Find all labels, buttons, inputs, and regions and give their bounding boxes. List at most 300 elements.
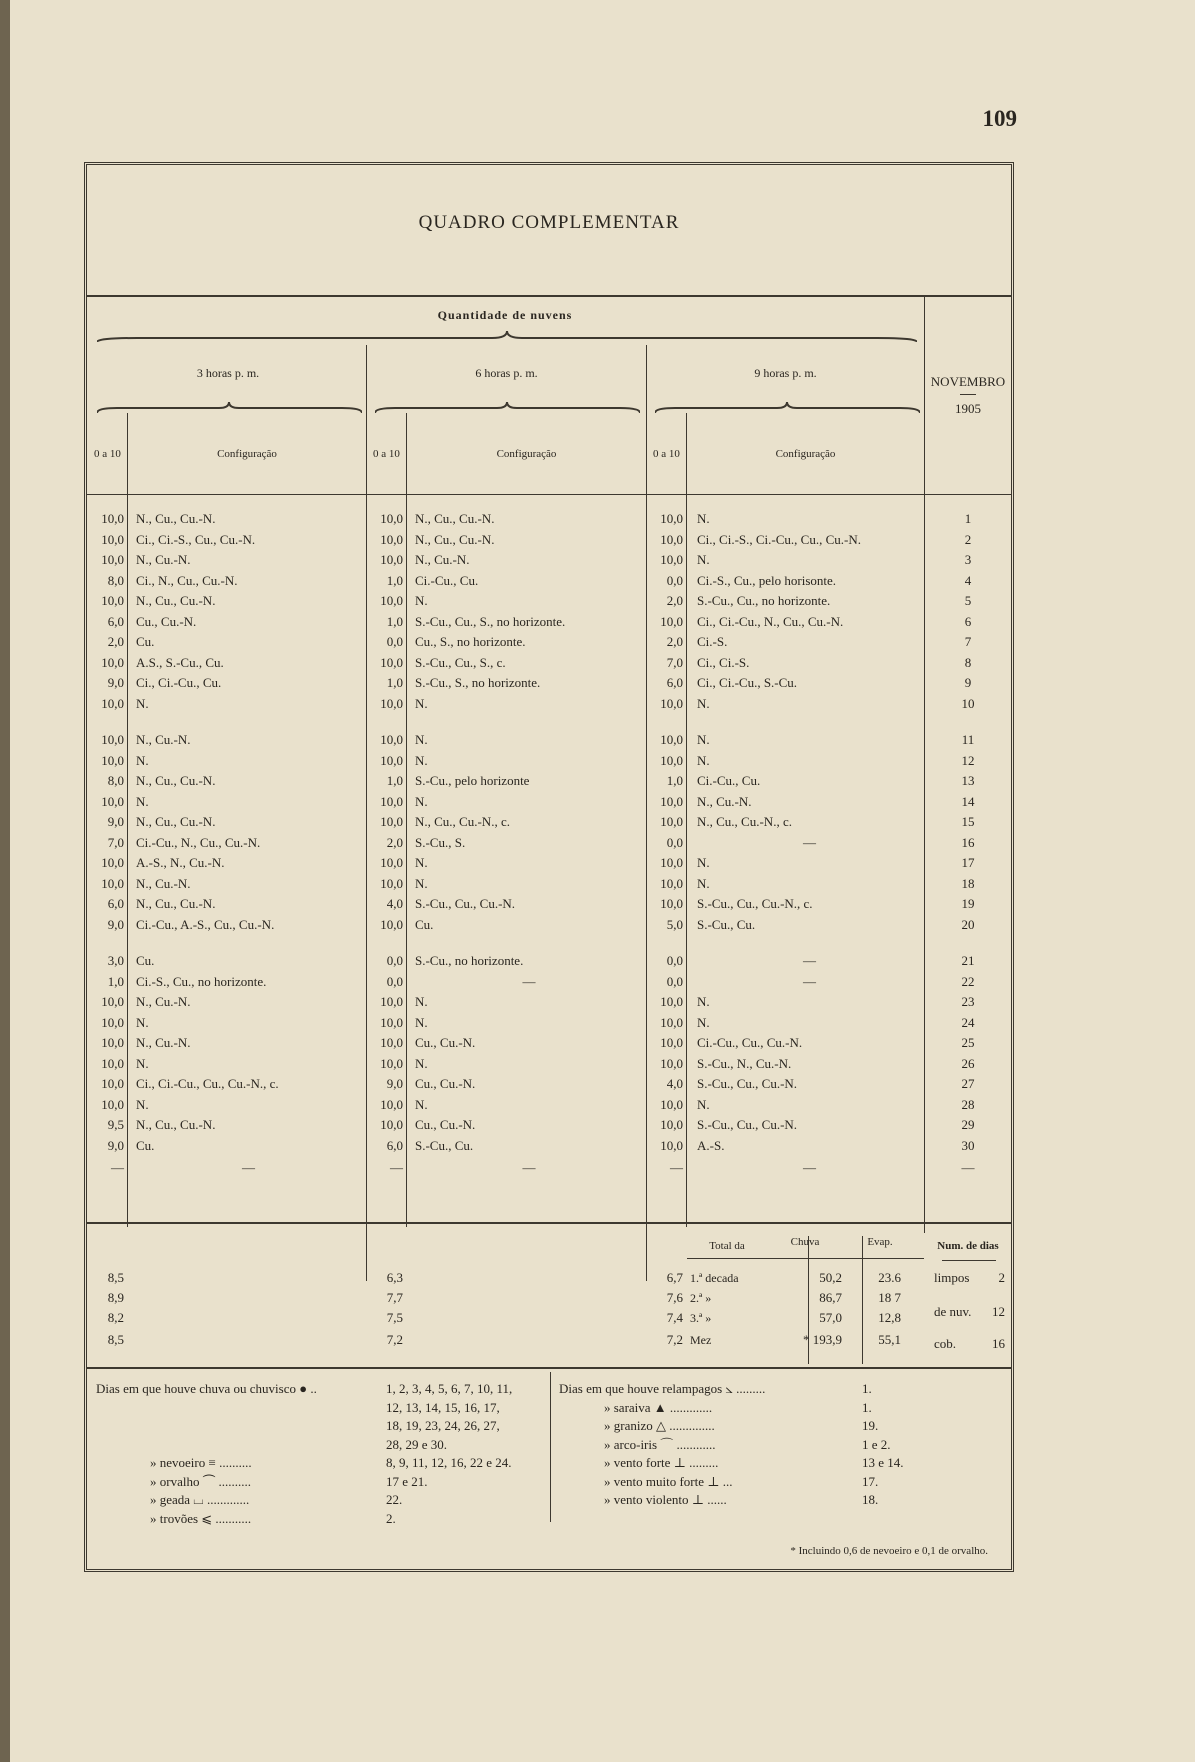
- day-number-cell: 4: [964, 572, 972, 588]
- day-number-cell: 24: [961, 1014, 975, 1030]
- amount-9h-cell: 10,0: [660, 613, 683, 629]
- config-9h-cell: Ci., Ci.-S.: [697, 654, 750, 670]
- amount-9h-cell: 10,0: [660, 793, 683, 809]
- day-number-cell: 7: [964, 634, 972, 649]
- config-3h-cell: N., Cu., Cu.-N.: [136, 896, 216, 911]
- amount-3h-cell: 9,0: [107, 1137, 124, 1153]
- page-title: QUADRO COMPLEMENTAR: [418, 212, 680, 233]
- period-header-6h: 6 horas p. m.: [475, 366, 538, 380]
- summary-3h-value: 8,2: [107, 1310, 124, 1325]
- config-9h-cell: N.: [697, 752, 710, 768]
- amount-3h-cell: 8,0: [107, 572, 124, 588]
- day-number-cell: 13: [961, 773, 975, 788]
- note-right-days: 19.: [862, 1418, 879, 1433]
- config-6h-cell: S.-Cu., Cu., S., no horizonte.: [415, 613, 566, 629]
- note-left-label: » geada ⌴ .............: [150, 1492, 250, 1507]
- group-header: Quantidade de nuvens: [437, 308, 573, 322]
- config-9h-cell: A.-S.: [697, 1137, 725, 1153]
- note-right-label: » vento muito forte ⊥ ...: [604, 1473, 733, 1489]
- config-3h-cell: N.: [136, 1014, 149, 1030]
- amount-9h-cell: 10,0: [660, 994, 683, 1009]
- config-3h-cell: N., Cu., Cu.-N.: [136, 773, 216, 788]
- amount-3h-cell: 10,0: [101, 1076, 124, 1091]
- month-year: 1905: [955, 401, 981, 416]
- amount-6h-cell: 2,0: [386, 834, 403, 850]
- amount-9h-cell: 7,0: [666, 654, 683, 670]
- config-3h-cell: N., Cu.-N.: [136, 732, 191, 747]
- total-label: Total da: [709, 1240, 745, 1252]
- notes-divider: [550, 1372, 551, 1522]
- amount-3h-cell: 10,0: [101, 994, 124, 1009]
- note-right-label: » saraiva ▲ .............: [604, 1399, 713, 1415]
- period-brace-6h: [375, 401, 640, 415]
- config-9h-cell: Ci.-S.: [697, 634, 728, 649]
- note-right-label: » vento violento ⊥ ......: [604, 1492, 727, 1507]
- title-divider: [87, 295, 1011, 297]
- config-3h-cell: N., Cu., Cu.-N.: [136, 814, 216, 829]
- day-number-cell: 11: [961, 732, 975, 747]
- amount-3h-cell: 10,0: [101, 732, 124, 747]
- amount-9h-cell: 10,0: [660, 1096, 683, 1112]
- config-9h-cell: —: [803, 834, 816, 850]
- amount-6h-cell: 10,0: [380, 511, 403, 526]
- day-number-cell: 3: [964, 552, 972, 567]
- amount-9h-cell: 5,0: [666, 916, 683, 932]
- evap-value: 55,1: [878, 1332, 901, 1347]
- day-number-cell: 28: [961, 1096, 975, 1112]
- amount-6h-cell: 0,0: [386, 634, 403, 649]
- note-left-days: 28, 29 e 30.: [386, 1436, 448, 1452]
- summary-divider: [87, 1367, 1011, 1369]
- chuva-value: 57,0: [819, 1310, 842, 1325]
- amount-6h-cell: 1,0: [386, 572, 403, 588]
- amount-9h-cell: 10,0: [660, 732, 683, 747]
- config-9h-cell: S.-Cu., N., Cu.-N.: [697, 1055, 792, 1071]
- amount-3h-cell: 10,0: [101, 793, 124, 809]
- amount-3h-cell: 10,0: [101, 1035, 124, 1050]
- amount-9h-cell: 10,0: [660, 752, 683, 768]
- amount-6h-cell: 10,0: [380, 1117, 403, 1132]
- note-right-days: 1 e 2.: [862, 1436, 891, 1452]
- summary-header-line: [687, 1258, 924, 1259]
- amount-6h-cell: 0,0: [386, 973, 403, 989]
- config-9h-cell: —: [803, 953, 816, 968]
- amount-3h-cell: 9,0: [107, 916, 124, 932]
- amount-3h-cell: 10,0: [101, 1096, 124, 1112]
- config-3h-cell: Ci., Ci.-Cu., Cu.: [136, 675, 222, 690]
- amount-9h-cell: 10,0: [660, 1117, 683, 1132]
- amount-6h-cell: 10,0: [380, 752, 403, 768]
- divider-6h-amount: [406, 413, 407, 1227]
- config-3h-cell: Ci.-Cu., A.-S., Cu., Cu.-N.: [136, 916, 275, 932]
- config-header-3h: Configuração: [217, 448, 277, 460]
- day-number-cell: 12: [961, 752, 975, 768]
- amount-6h-cell: 10,0: [380, 855, 403, 870]
- amount-3h-cell: 10,0: [101, 552, 124, 567]
- config-3h-cell: N., Cu., Cu.-N.: [136, 1117, 216, 1132]
- nuv-label: de nuv.: [934, 1304, 972, 1319]
- limpos-label: limpos: [934, 1270, 970, 1285]
- note-left-label: » orvalho ⏜ ..........: [150, 1473, 251, 1489]
- amount-9h-cell: 10,0: [660, 552, 683, 567]
- amount-9h-cell: 0,0: [666, 834, 683, 850]
- note-right-days: 1.: [862, 1399, 872, 1415]
- note-left-days: 8, 9, 11, 12, 16, 22 e 24.: [386, 1455, 512, 1470]
- note-left-days: 18, 19, 23, 24, 26, 27,: [386, 1418, 500, 1433]
- amount-6h-cell: 10,0: [380, 994, 403, 1009]
- amount-3h-cell: 3,0: [107, 953, 124, 968]
- config-9h-cell: S.-Cu., Cu., Cu.-N., c.: [697, 896, 813, 911]
- amount-6h-cell: 10,0: [380, 1055, 403, 1071]
- note-left-days: 12, 13, 14, 15, 16, 17,: [386, 1399, 500, 1415]
- decade-label: Mez: [690, 1333, 712, 1347]
- chuva-label: Chuva: [790, 1236, 820, 1248]
- cob-label: cob.: [934, 1336, 957, 1351]
- note-left-days: 22.: [386, 1492, 403, 1507]
- summary-3h-value: 8,5: [107, 1332, 124, 1347]
- note-left-days: 17 e 21.: [386, 1473, 428, 1489]
- amount-3h-cell: 10,0: [101, 511, 124, 526]
- amount-3h-cell: 2,0: [107, 634, 124, 649]
- divider-3h-amount: [127, 413, 128, 1227]
- amount-6h-cell: 10,0: [380, 1035, 403, 1050]
- note-left-days: 1, 2, 3, 4, 5, 6, 7, 10, 11,: [386, 1381, 513, 1396]
- group-brace: [97, 330, 917, 344]
- chuva-value: * 193,9: [803, 1332, 842, 1347]
- config-3h-cell: Cu.: [136, 634, 155, 649]
- config-6h-cell: Ci.-Cu., Cu.: [415, 572, 479, 588]
- num-dias-label: Num. de dias: [937, 1240, 999, 1252]
- amount-3h-cell: 10,0: [101, 654, 124, 670]
- config-6h-cell: Cu., Cu.-N.: [415, 1117, 476, 1132]
- note-right-days: 1.: [862, 1381, 872, 1396]
- config-6h-cell: N., Cu., Cu.-N.: [415, 511, 495, 526]
- amount-9h-cell: 10,0: [660, 875, 683, 891]
- config-3h-cell: N.: [136, 1055, 149, 1071]
- amount-9h-cell: 2,0: [666, 593, 683, 608]
- day-number-cell: 1: [964, 511, 972, 526]
- config-3h-cell: N.: [136, 695, 149, 711]
- summary-9h-value: 7,4: [666, 1310, 683, 1325]
- amount-3h-cell: 7,0: [107, 834, 124, 850]
- amount-9h-cell: 10,0: [660, 511, 683, 526]
- amount-9h-cell: 10,0: [660, 896, 683, 911]
- config-9h-cell: Ci., Ci.-S., Ci.-Cu., Cu., Cu.-N.: [697, 531, 861, 547]
- config-9h-cell: N.: [697, 855, 710, 870]
- period-brace-3h: [97, 401, 362, 415]
- day-number-cell: 26: [961, 1055, 975, 1071]
- config-6h-cell: N.: [415, 695, 428, 711]
- day-number-cell: 10: [961, 695, 975, 711]
- config-3h-cell: Ci., N., Cu., Cu.-N.: [136, 572, 238, 588]
- note-left-label: » trovões ⩽ ...........: [150, 1510, 252, 1526]
- amount-9h-cell: 10,0: [660, 695, 683, 711]
- num-dias-underline: [942, 1260, 996, 1261]
- summary-9h-value: 6,7: [666, 1270, 683, 1285]
- config-3h-cell: A.-S., N., Cu.-N.: [136, 855, 225, 870]
- cob-value: 16: [992, 1336, 1005, 1351]
- amount-6h-cell: 10,0: [380, 916, 403, 932]
- day-number-cell: 6: [964, 613, 972, 629]
- config-6h-cell: N.: [415, 593, 428, 608]
- day-number-cell: 9: [964, 675, 972, 690]
- amount-6h-cell: 10,0: [380, 654, 403, 670]
- config-6h-cell: Cu.: [415, 916, 434, 932]
- chuva-value: 86,7: [819, 1290, 842, 1305]
- config-6h-cell: N.: [415, 1096, 428, 1112]
- amount-9h-cell: 6,0: [666, 675, 683, 690]
- amount-6h-cell: 10,0: [380, 875, 403, 891]
- amount-9h-cell: 0,0: [666, 973, 683, 989]
- config-6h-cell: N., Cu., Cu.-N.: [415, 531, 495, 547]
- note-right-label: » granizo △ ..............: [604, 1418, 715, 1433]
- amount-9h-cell: 10,0: [660, 1055, 683, 1071]
- config-6h-cell: Cu., S., no horizonte.: [415, 634, 526, 649]
- amount-6h-cell: 10,0: [380, 1014, 403, 1030]
- config-9h-cell: Ci.-S., Cu., pelo horisonte.: [697, 572, 837, 588]
- config-6h-cell: Cu., Cu.-N.: [415, 1076, 476, 1091]
- evap-value: 12,8: [878, 1310, 901, 1325]
- amount-3h-cell: —: [111, 1160, 124, 1175]
- amount-6h-cell: 10,0: [380, 593, 403, 608]
- day-number-cell: 15: [961, 814, 975, 829]
- amount-9h-cell: —: [670, 1160, 683, 1175]
- amount-6h-cell: 1,0: [386, 675, 403, 690]
- day-number-cell: 17: [961, 855, 975, 870]
- config-6h-cell: S.-Cu., no horizonte.: [415, 953, 524, 968]
- config-3h-cell: N.: [136, 1096, 149, 1112]
- amount-9h-cell: 4,0: [666, 1076, 683, 1091]
- amount-6h-cell: 1,0: [386, 613, 403, 629]
- day-number-cell: 16: [961, 834, 975, 850]
- amount-6h-cell: 10,0: [380, 531, 403, 547]
- config-3h-cell: A.S., S.-Cu., Cu.: [136, 654, 224, 670]
- config-9h-cell: N., Cu., Cu.-N., c.: [697, 814, 792, 829]
- config-3h-cell: N., Cu.-N.: [136, 1035, 191, 1050]
- config-3h-cell: N., Cu.-N.: [136, 552, 191, 567]
- decade-label: 1.ª decada: [690, 1271, 739, 1285]
- config-3h-cell: Ci., Ci.-S., Cu., Cu.-N.: [136, 531, 256, 547]
- amount-3h-cell: 1,0: [107, 973, 124, 989]
- config-9h-cell: N.: [697, 875, 710, 891]
- config-9h-cell: N.: [697, 1096, 710, 1112]
- config-6h-cell: S.-Cu., S., no horizonte.: [415, 675, 541, 690]
- decade-label: 3.ª »: [690, 1311, 712, 1325]
- config-9h-cell: Ci., Ci.-Cu., N., Cu., Cu.-N.: [697, 613, 844, 629]
- config-9h-cell: S.-Cu., Cu., Cu.-N.: [697, 1117, 798, 1132]
- day-number-cell: 27: [961, 1076, 975, 1091]
- amount-6h-cell: 10,0: [380, 1096, 403, 1112]
- period-brace-9h: [655, 401, 920, 415]
- config-3h-cell: Ci., Ci.-Cu., Cu., Cu.-N., c.: [136, 1076, 279, 1091]
- chuva-value: 50,2: [819, 1270, 842, 1285]
- divider-9h-amount: [686, 413, 687, 1227]
- config-3h-cell: N.: [136, 752, 149, 768]
- amount-header-9h: 0 a 10: [653, 448, 680, 460]
- month-underline: [960, 394, 976, 395]
- summary-9h-value: 7,6: [666, 1290, 683, 1305]
- amount-9h-cell: 10,0: [660, 1137, 683, 1153]
- period-header-3h: 3 horas p. m.: [196, 366, 260, 380]
- config-3h-cell: N., Cu., Cu.-N.: [136, 593, 216, 608]
- config-6h-cell: —: [522, 1160, 536, 1175]
- config-3h-cell: Ci.-Cu., N., Cu., Cu.-N.: [136, 834, 261, 850]
- amount-6h-cell: 9,0: [386, 1076, 403, 1091]
- config-3h-cell: Cu., Cu.-N.: [136, 613, 197, 629]
- amount-3h-cell: 10,0: [101, 1055, 124, 1071]
- amount-9h-cell: 10,0: [660, 855, 683, 870]
- config-9h-cell: —: [803, 1160, 816, 1175]
- amount-6h-cell: 10,0: [380, 695, 403, 711]
- config-3h-cell: N.: [136, 793, 149, 809]
- config-6h-cell: N.: [415, 855, 428, 870]
- config-header-9h: Configuração: [775, 448, 836, 460]
- day-number-cell: 2: [964, 531, 972, 547]
- footnote: * Incluindo 0,6 de nevoeiro e 0,1 de orvalho.: [790, 1545, 988, 1557]
- config-9h-cell: N.: [697, 695, 710, 711]
- config-6h-cell: Cu., Cu.-N.: [415, 1035, 476, 1050]
- amount-6h-cell: 4,0: [386, 896, 403, 911]
- config-9h-cell: —: [803, 973, 816, 989]
- note-right-days: 13 e 14.: [862, 1455, 904, 1470]
- evap-label: Evap.: [867, 1236, 893, 1248]
- config-6h-cell: —: [522, 973, 536, 989]
- amount-6h-cell: —: [390, 1160, 403, 1175]
- summary-3h-value: 8,9: [107, 1290, 124, 1305]
- amount-9h-cell: 10,0: [660, 814, 683, 829]
- config-9h-cell: Ci.-Cu., Cu., Cu.-N.: [697, 1035, 803, 1050]
- day-number-cell: 19: [961, 896, 975, 911]
- header-divider: [87, 494, 1011, 495]
- config-6h-cell: N.: [415, 1014, 428, 1030]
- note-right-label: » arco-iris ⌒ ............: [604, 1436, 716, 1452]
- note-left-days: 2.: [386, 1510, 396, 1526]
- config-3h-cell: N., Cu.-N.: [136, 994, 191, 1009]
- config-9h-cell: Ci., Ci.-Cu., S.-Cu.: [697, 675, 798, 690]
- config-3h-cell: N., Cu.-N.: [136, 875, 191, 891]
- amount-9h-cell: 10,0: [660, 1014, 683, 1030]
- config-6h-cell: N., Cu.-N.: [415, 552, 470, 567]
- config-9h-cell: S.-Cu., Cu., no horizonte.: [697, 593, 831, 608]
- limpos-value: 2: [998, 1270, 1005, 1285]
- config-9h-cell: N., Cu.-N.: [697, 793, 752, 809]
- config-6h-cell: S.-Cu., Cu., S., c.: [415, 654, 506, 670]
- amount-3h-cell: 6,0: [107, 613, 124, 629]
- data-divider: [87, 1222, 1011, 1224]
- page-edge: [0, 0, 10, 1762]
- summary-9h-value: 7,2: [666, 1332, 683, 1347]
- note-right-days: 18.: [862, 1492, 879, 1507]
- config-3h-cell: —: [242, 1160, 255, 1175]
- evap-value: 18 7: [878, 1290, 901, 1305]
- day-number-cell: 29: [961, 1117, 975, 1132]
- amount-6h-cell: 10,0: [380, 793, 403, 809]
- day-number-cell: —: [961, 1160, 975, 1175]
- page-number: 109: [982, 106, 1017, 131]
- config-6h-cell: S.-Cu., pelo horizonte: [415, 773, 530, 788]
- amount-3h-cell: 10,0: [101, 593, 124, 608]
- amount-3h-cell: 9,0: [107, 814, 124, 829]
- config-6h-cell: N.: [415, 994, 428, 1009]
- day-number-cell: 25: [961, 1035, 975, 1050]
- amount-6h-cell: 10,0: [380, 732, 403, 747]
- amount-3h-cell: 8,0: [107, 773, 124, 788]
- config-9h-cell: Ci.-Cu., Cu.: [697, 773, 761, 788]
- config-9h-cell: N.: [697, 994, 710, 1009]
- config-9h-cell: N.: [697, 552, 710, 567]
- amount-9h-cell: 0,0: [666, 572, 683, 588]
- note-left-label: » nevoeiro ≡ ..........: [150, 1455, 252, 1470]
- summary-3h-value: 8,5: [107, 1270, 124, 1285]
- amount-3h-cell: 10,0: [101, 855, 124, 870]
- config-6h-cell: N., Cu., Cu.-N., c.: [415, 814, 510, 829]
- day-number-cell: 22: [961, 973, 975, 989]
- config-6h-cell: N.: [415, 793, 428, 809]
- config-3h-cell: Cu.: [136, 953, 155, 968]
- config-9h-cell: N.: [697, 511, 710, 526]
- amount-3h-cell: 10,0: [101, 752, 124, 768]
- config-3h-cell: N., Cu., Cu.-N.: [136, 511, 216, 526]
- note-right-label: » vento forte ⊥ .........: [604, 1455, 719, 1470]
- config-6h-cell: N.: [415, 752, 428, 768]
- config-6h-cell: S.-Cu., Cu.: [415, 1137, 474, 1153]
- amount-9h-cell: 0,0: [666, 953, 683, 968]
- amount-9h-cell: 10,0: [660, 1035, 683, 1050]
- amount-header-3h: 0 a 10: [94, 448, 121, 460]
- period-header-9h: 9 horas p. m.: [754, 366, 817, 380]
- summary-6h-value: 7,5: [386, 1310, 403, 1325]
- day-number-cell: 20: [961, 916, 975, 932]
- config-6h-cell: S.-Cu., S.: [415, 834, 466, 850]
- summary-6h-value: 7,7: [386, 1290, 403, 1305]
- amount-6h-cell: 10,0: [380, 552, 403, 567]
- summary-6h-value: 6,3: [386, 1270, 403, 1285]
- amount-3h-cell: 10,0: [101, 1014, 124, 1030]
- day-number-cell: 14: [961, 793, 975, 809]
- amount-3h-cell: 10,0: [101, 531, 124, 547]
- day-number-cell: 5: [964, 593, 972, 608]
- day-number-cell: 21: [961, 953, 975, 968]
- config-6h-cell: N.: [415, 875, 428, 891]
- amount-9h-cell: 10,0: [660, 531, 683, 547]
- config-9h-cell: N.: [697, 732, 710, 747]
- amount-9h-cell: 1,0: [666, 773, 683, 788]
- amount-6h-cell: 1,0: [386, 773, 403, 788]
- amount-3h-cell: 6,0: [107, 896, 124, 911]
- config-9h-cell: S.-Cu., Cu., Cu.-N.: [697, 1076, 798, 1091]
- amount-header-6h: 0 a 10: [373, 448, 400, 460]
- evap-value: 23.6: [878, 1270, 901, 1285]
- note-left-label: Dias em que houve chuva ou chuvisco ● ..: [96, 1381, 317, 1396]
- note-right-label: Dias em que houve relampagos ⦣ .........: [559, 1381, 766, 1396]
- amount-3h-cell: 10,0: [101, 875, 124, 891]
- config-3h-cell: Ci.-S., Cu., no horizonte.: [136, 973, 267, 989]
- config-9h-cell: S.-Cu., Cu.: [697, 916, 756, 932]
- day-number-cell: 23: [961, 994, 975, 1009]
- config-6h-cell: N.: [415, 1055, 428, 1071]
- day-number-cell: 8: [964, 654, 972, 670]
- nuv-value: 12: [992, 1304, 1005, 1319]
- amount-9h-cell: 2,0: [666, 634, 683, 649]
- config-6h-cell: S.-Cu., Cu., Cu.-N.: [415, 896, 516, 911]
- amount-3h-cell: 10,0: [101, 695, 124, 711]
- day-number-cell: 18: [961, 875, 975, 891]
- amount-6h-cell: 6,0: [386, 1137, 403, 1153]
- amount-3h-cell: 9,0: [107, 675, 124, 690]
- decade-label: 2.ª »: [690, 1291, 712, 1305]
- note-right-days: 17.: [862, 1473, 879, 1489]
- summary-6h-value: 7,2: [386, 1332, 403, 1347]
